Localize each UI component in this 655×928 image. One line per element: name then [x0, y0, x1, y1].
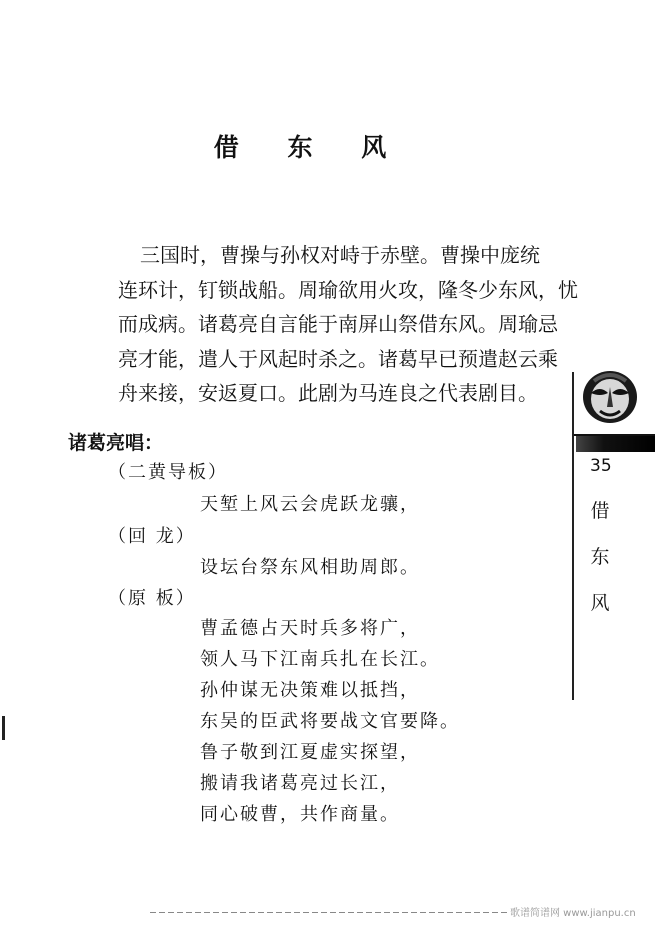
side-title: [588, 488, 612, 626]
lyric-line: 孙仲谋无决策难以抵挡，: [200, 680, 420, 701]
lyric-line: 曹孟德占天时兵多将广，: [200, 618, 420, 639]
synopsis-line: 亮才能，遣人于风起时杀之。诸葛早已预遣赵云乘: [118, 346, 558, 371]
binding-mark: [2, 716, 5, 740]
aria-type-label: （原 板）: [108, 588, 196, 609]
aria-type-label: （二黄导板）: [108, 462, 228, 483]
side-title-char: 风: [590, 592, 610, 614]
opera-mask-icon: [580, 367, 640, 427]
lyric-line: 搬请我诸葛亮过长江，: [200, 773, 400, 794]
lyric-line: 天堑上风云会虎跃龙骧，: [200, 494, 420, 515]
bottom-rule: [150, 912, 510, 913]
synopsis-line: 而成病。诸葛亮自言能于南屏山祭借东风。周瑜忌: [118, 312, 558, 336]
page-title: 借 东 风: [213, 133, 407, 162]
synopsis: [118, 238, 578, 411]
side-title-char: 东: [590, 546, 610, 568]
aria-type-label: （回 龙）: [108, 526, 196, 547]
page-number: 35: [590, 456, 612, 476]
lyric-line: 鲁子敬到江夏虚实探望，: [200, 742, 420, 763]
lyric-line: 同心破曹，共作商量。: [200, 804, 400, 825]
synopsis-line: 三国时，曹操与孙权对峙于赤壁。曹操中庞统: [140, 243, 540, 267]
lyric-line: 设坛台祭东风相助周郎。: [200, 557, 420, 578]
watermark: 歌谱简谱网 www.jianpu.cn: [510, 908, 636, 919]
margin-rule: [572, 372, 574, 700]
synopsis-line: 连环计，钉锁战船。周瑜欲用火攻，隆冬少东风，忧: [118, 277, 578, 302]
lyric-line: 领人马下江南兵扎在长江。: [200, 649, 440, 670]
side-title-char: 借: [590, 500, 610, 522]
synopsis-line: 舟来接，安返夏口。此剧为马连良之代表剧目。: [118, 381, 538, 405]
singer-label: 诸葛亮唱：: [68, 432, 164, 454]
margin-band: [576, 436, 655, 452]
lyric-line: 东吴的臣武将要战文官要降。: [200, 711, 460, 732]
